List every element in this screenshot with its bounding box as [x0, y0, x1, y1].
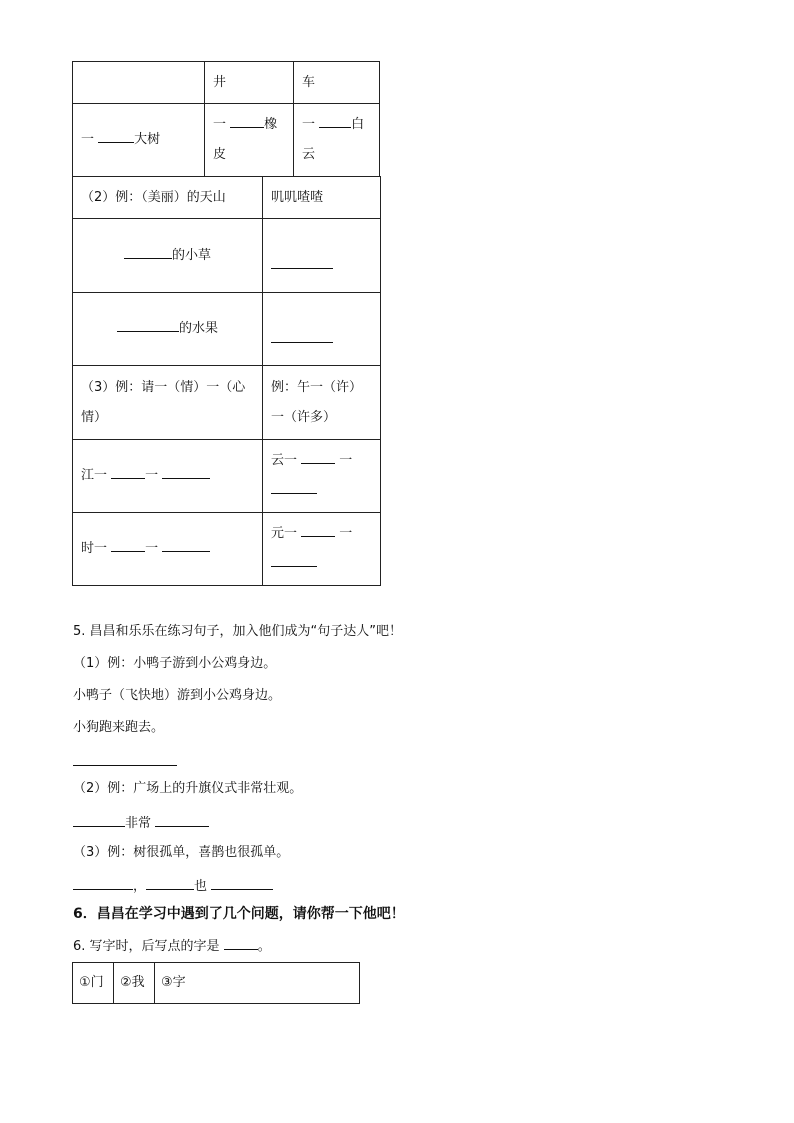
q5-s3-mid: 也 [194, 879, 208, 894]
onomatopoeia-cell [263, 293, 381, 366]
q5-example-3: （3）例：树很孤单，喜鹊也很孤单。 [73, 845, 290, 860]
q5-title: 5. 昌昌和乐乐在练习句子，加入他们成为“句子达人”吧！ [73, 624, 403, 639]
q5-example-1: （1）例：小鸭子游到小公鸡身边。 [73, 656, 277, 671]
cell-suffix: 白云 [302, 117, 365, 162]
cell-suffix: 大树 [134, 132, 161, 147]
answer-blank[interactable] [117, 317, 179, 332]
q6-question [73, 935, 271, 957]
answer-blank[interactable] [271, 479, 317, 494]
answer-blank[interactable] [301, 449, 335, 464]
measure-cell-tree [73, 104, 205, 177]
table-header-cell: 车 [294, 62, 380, 104]
example-cell: 例：午一（许）一（许多） [263, 366, 381, 440]
cell-prefix: 一 [302, 117, 320, 132]
option-cell[interactable]: ②我 [114, 963, 155, 1004]
q6-options-table [72, 962, 360, 1004]
cell-text: 时一 [81, 541, 108, 556]
grass-cell [73, 219, 263, 293]
option-cell[interactable]: ①门 [73, 963, 114, 1004]
answer-blank[interactable] [162, 537, 210, 552]
example-cell: （3）例：请一（情）一（心情） [73, 366, 263, 440]
q5-example-2: （2）例：广场上的升旗仪式非常壮观。 [73, 781, 303, 796]
cell-dash: 一 [145, 541, 159, 556]
shi-cell [73, 513, 263, 586]
cell-dash: 一 [145, 468, 159, 483]
cell-text: 的水果 [178, 321, 218, 336]
answer-blank[interactable] [98, 128, 134, 143]
answer-blank[interactable] [271, 552, 317, 567]
table-header-cell [73, 62, 205, 104]
q5-prompt-1: 小狗跑来跑去。 [73, 720, 165, 735]
q6-question-end: 。 [257, 939, 271, 954]
q6-question-text: 6. 写字时，后写点的字是 [73, 939, 220, 954]
cell-suffix: 橡皮 [213, 117, 278, 162]
answer-blank[interactable] [211, 875, 273, 890]
cell-text: 的小草 [171, 247, 211, 263]
answer-blank[interactable] [224, 935, 258, 950]
answer-line[interactable] [73, 765, 177, 766]
answer-blank[interactable] [73, 875, 133, 890]
q5-blank-row-3 [73, 875, 273, 897]
answer-blank[interactable] [162, 464, 210, 479]
q5-blank-row-2 [73, 812, 209, 834]
cell-text: 江一 [81, 468, 108, 483]
answer-blank[interactable] [230, 113, 264, 128]
phrase-fill-table [72, 176, 381, 586]
table-header-cell: 井 [205, 62, 294, 104]
answer-blank[interactable] [271, 328, 333, 343]
cell-text: 元一 [271, 526, 298, 541]
example-cell: （2）例：（美丽）的天山 [73, 177, 263, 219]
yun-cell [263, 440, 381, 513]
q6-heading: 6．昌昌在学习中遇到了几个问题，请你帮一下他吧！ [73, 906, 405, 922]
cell-dash: 一 [339, 453, 353, 468]
measure-cell-cloud [294, 104, 380, 177]
answer-blank[interactable] [111, 464, 145, 479]
jiang-cell [73, 440, 263, 513]
answer-blank[interactable] [271, 254, 333, 269]
cell-text: 云一 [271, 453, 298, 468]
answer-blank[interactable] [146, 875, 194, 890]
measure-cell-eraser [205, 104, 294, 177]
example-cell: 叽叽喳喳 [263, 177, 381, 219]
answer-blank[interactable] [301, 522, 335, 537]
q5-example-1-answer: 小鸭子（飞快地）游到小公鸡身边。 [73, 688, 282, 703]
fruit-cell [73, 293, 263, 366]
yuan-cell [263, 513, 381, 586]
answer-blank[interactable] [111, 537, 145, 552]
answer-blank[interactable] [155, 812, 209, 827]
onomatopoeia-cell [263, 219, 381, 293]
q5-s3-comma: ， [133, 879, 147, 894]
option-cell[interactable]: ③字 [155, 963, 360, 1004]
cell-dash: 一 [339, 526, 353, 541]
word-fill-table [72, 61, 380, 177]
answer-blank[interactable] [73, 812, 125, 827]
cell-prefix: 一 [213, 117, 231, 132]
answer-blank[interactable] [124, 244, 172, 259]
cell-prefix: 一 [81, 132, 99, 147]
q5-s2-mid: 非常 [125, 816, 152, 831]
answer-blank[interactable] [319, 113, 351, 128]
